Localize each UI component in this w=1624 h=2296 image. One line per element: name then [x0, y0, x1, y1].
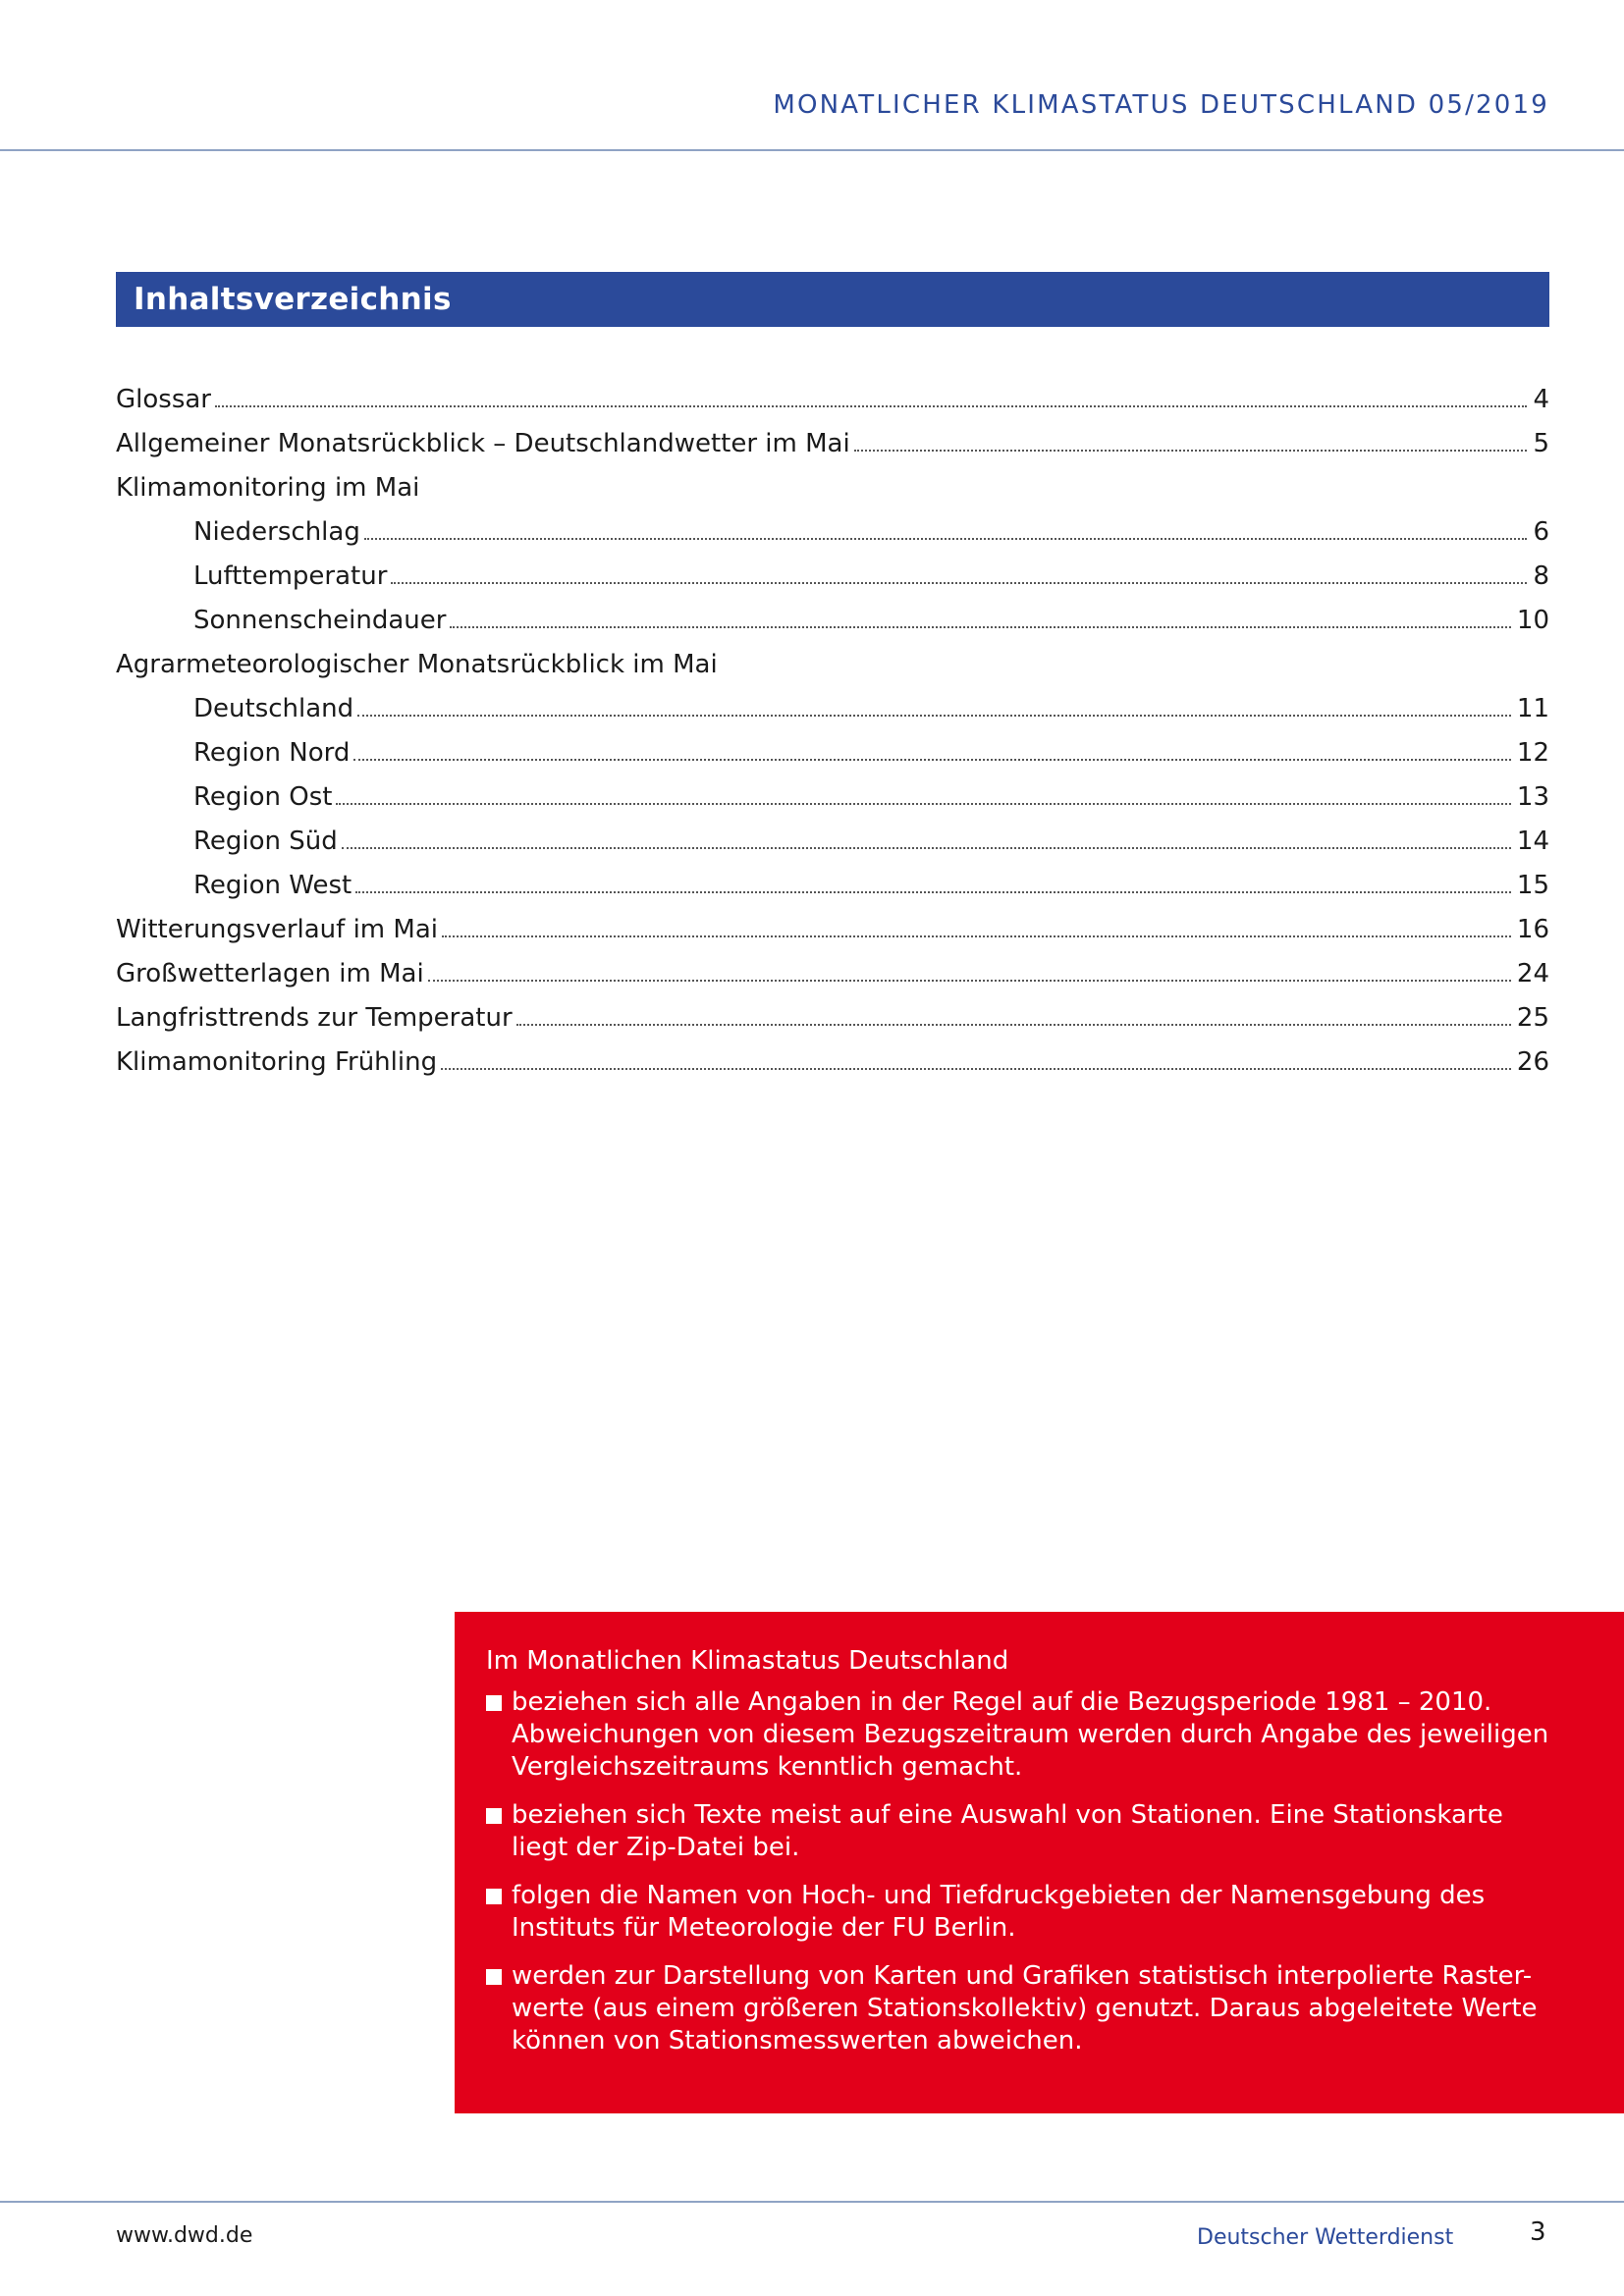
info-box-item [486, 1799, 1565, 1864]
toc-leader-dots [364, 538, 1528, 540]
info-box-item-text: beziehen sich alle Angaben in der Regel auf die Bezugsperiode 1981 – 2010. Abweichungen von diesem Bezugszeitraum werden durch Angabe des jeweiligen Vergleichszeitraums kenntlich gemacht. [512, 1687, 1549, 1782]
toc-entry-region-nord[interactable] [193, 729, 1549, 769]
toc-entry-label: Witterungsverlauf im Mai [116, 915, 438, 944]
page-number: 3 [1530, 2217, 1546, 2247]
toc-entry-page: 15 [1516, 871, 1549, 900]
toc-entry-witterungsverlauf[interactable] [116, 906, 1549, 945]
toc-leader-dots [355, 891, 1511, 893]
toc-entry-lufttemperatur[interactable] [193, 553, 1549, 592]
square-bullet-icon [486, 1808, 502, 1824]
info-box-intro: Im Monatlichen Klimastatus Deutschland [486, 1646, 1009, 1676]
toc-entry-region-west[interactable] [193, 862, 1549, 901]
info-box-item-text: beziehen sich Texte meist auf eine Auswahl von Stationen. Eine Stationskarte liegt der Zip-Datei bei. [512, 1800, 1503, 1862]
toc-leader-dots [391, 582, 1527, 584]
toc-entry-deutschland[interactable] [193, 685, 1549, 724]
toc-entry-page: 25 [1516, 1003, 1549, 1033]
toc-entry-region-sued[interactable] [193, 818, 1549, 857]
toc-entry-label: Region Süd [193, 827, 338, 856]
toc-section-label: Klimamonitoring im Mai [116, 473, 420, 503]
toc-leader-dots [441, 1068, 1511, 1070]
info-box-item [486, 1960, 1565, 2057]
toc-entry-klimamonitoring-fruehling[interactable] [116, 1039, 1549, 1078]
square-bullet-icon [486, 1695, 502, 1711]
toc-entry-label: Deutschland [193, 694, 354, 723]
info-box-item [486, 1880, 1565, 1945]
toc-entry-label: Region Nord [193, 738, 351, 768]
toc-entry-label: Lufttemperatur [193, 561, 388, 591]
toc-leader-dots [342, 847, 1511, 849]
toc-entry-grosswetterlagen[interactable] [116, 950, 1549, 989]
toc-entry-label: Großwetterlagen im Mai [116, 959, 424, 988]
toc-section-klimamonitoring [116, 464, 1549, 504]
toc-entry-label: Sonnenscheindauer [193, 606, 447, 635]
toc-entry-label: Klimamonitoring Frühling [116, 1047, 438, 1077]
footer-divider [0, 2201, 1624, 2203]
toc-entry-page: 14 [1516, 827, 1549, 856]
toc-entry-label: Region West [193, 871, 352, 900]
header-divider [0, 149, 1624, 151]
toc-leader-dots [215, 405, 1527, 407]
toc-entry-region-ost[interactable] [193, 774, 1549, 813]
footer-website-link[interactable]: www.dwd.de [116, 2223, 253, 2248]
toc-entry-page: 26 [1516, 1047, 1549, 1077]
toc-entry-label: Niederschlag [193, 517, 360, 547]
square-bullet-icon [486, 1969, 502, 1985]
footer-organization: Deutscher Wetterdienst [1197, 2225, 1454, 2250]
toc-entry-langfristtrends[interactable] [116, 994, 1549, 1034]
toc-entry-niederschlag[interactable] [193, 508, 1549, 548]
toc-entry-glossar[interactable] [116, 376, 1549, 415]
toc-entry-page: 6 [1533, 517, 1549, 547]
toc-leader-dots [442, 935, 1511, 937]
toc-section-label: Agrarmeteorologischer Monatsrückblick im Mai [116, 650, 718, 679]
toc-entry-page: 4 [1533, 385, 1549, 414]
toc-entry-page: 8 [1533, 561, 1549, 591]
toc-leader-dots [357, 715, 1511, 717]
toc-heading-bar [116, 272, 1549, 327]
toc-entry-page: 13 [1516, 782, 1549, 812]
toc-entry-page: 12 [1516, 738, 1549, 768]
toc-entry-sonnenscheindauer[interactable] [193, 597, 1549, 636]
toc-heading: Inhaltsverzeichnis [134, 282, 452, 317]
toc-entry-page: 5 [1533, 429, 1549, 458]
toc-leader-dots [428, 980, 1511, 982]
document-title: MONATLICHER KLIMASTATUS DEUTSCHLAND 05/2019 [773, 90, 1549, 120]
info-box-item [486, 1686, 1565, 1784]
toc-leader-dots [516, 1024, 1511, 1026]
toc-leader-dots [450, 626, 1510, 628]
toc-leader-dots [353, 759, 1511, 761]
square-bullet-icon [486, 1889, 502, 1904]
toc-leader-dots [336, 803, 1510, 805]
toc-entry-page: 10 [1516, 606, 1549, 635]
toc-entry-label: Allgemeiner Monatsrückblick – Deutschlandwetter im Mai [116, 429, 850, 458]
info-box-item-text: folgen die Namen von Hoch- und Tiefdruckgebieten der Namensgebung des Instituts für Meteorologie der FU Berlin. [512, 1881, 1486, 1943]
toc-entry-label: Langfristtrends zur Temperatur [116, 1003, 513, 1033]
toc-entry-page: 16 [1516, 915, 1549, 944]
info-box-item-text: werden zur Darstellung von Karten und Grafiken statistisch interpolierte Raster-werte (aus einem größeren Stationskollektiv) genutzt. Daraus abgeleitete Werte können von Stationsmesswerten abweichen. [512, 1961, 1538, 2056]
info-box [455, 1612, 1624, 2113]
toc-entry-page: 11 [1516, 694, 1549, 723]
toc-entry-page: 24 [1516, 959, 1549, 988]
toc-section-agrarmeteorologie [116, 641, 1549, 680]
toc-entry-label: Region Ost [193, 782, 333, 812]
toc-entry-monatsrueckblick[interactable] [116, 420, 1549, 459]
toc-leader-dots [854, 450, 1528, 452]
toc-entry-label: Glossar [116, 385, 211, 414]
